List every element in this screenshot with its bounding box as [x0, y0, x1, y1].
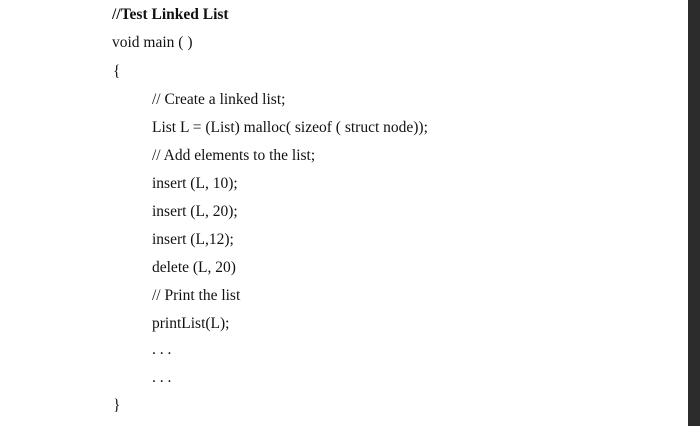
- close-brace: }: [113, 397, 121, 414]
- code-statement: insert (L,12);: [152, 231, 234, 248]
- code-statement: List L = (List) malloc( sizeof ( struct node));: [152, 119, 428, 136]
- code-comment: // Print the list: [152, 287, 241, 304]
- code-comment: // Create a linked list;: [152, 91, 286, 108]
- ellipsis: . . .: [152, 369, 172, 386]
- code-statement: insert (L, 10);: [152, 175, 238, 192]
- code-statement: insert (L, 20);: [152, 203, 238, 220]
- open-brace: {: [113, 63, 121, 80]
- code-title: //Test Linked List: [112, 6, 229, 23]
- ellipsis: . . .: [152, 341, 172, 358]
- code-statement: delete (L, 20): [152, 259, 236, 276]
- window-edge-bar: [688, 0, 700, 426]
- code-comment: // Add elements to the list;: [152, 147, 316, 164]
- code-statement: printList(L);: [152, 315, 230, 332]
- function-signature: void main ( ): [112, 34, 193, 51]
